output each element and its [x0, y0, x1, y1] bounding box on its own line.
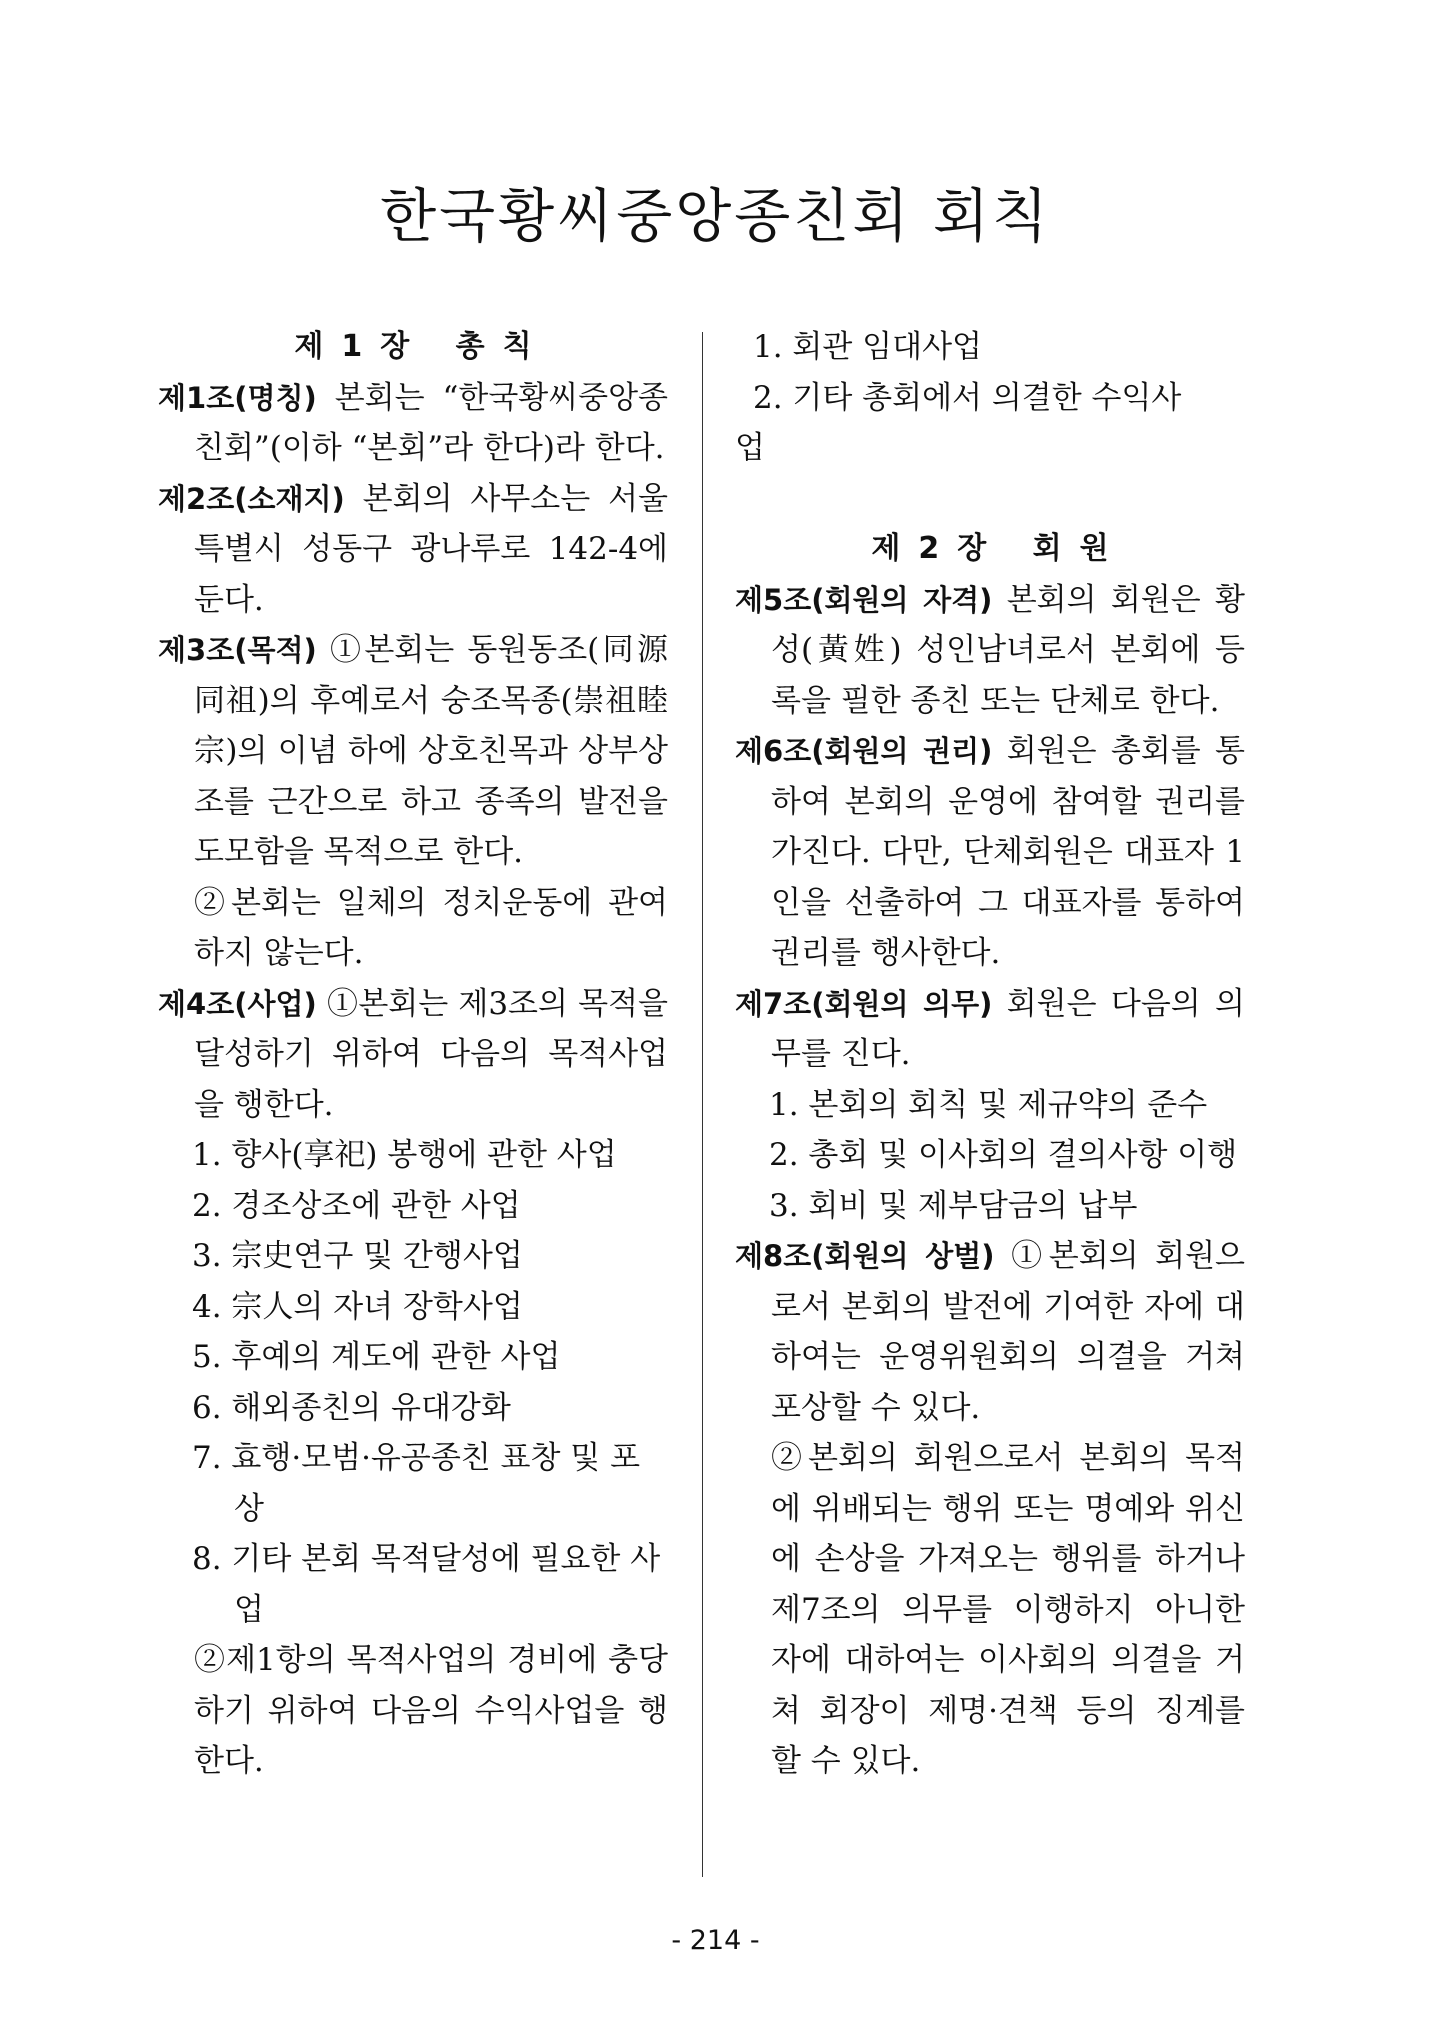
- chapter-2-heading: [735, 524, 1245, 575]
- article-3-body: ①본회는 동원동조(同源同祖)의 후예로서 숭조목종(崇祖睦宗)의 이념 하에 상호친목과 상부상조를 근간으로 하고 종족의 발전을 도모함을 목적으로 한다.: [194, 632, 668, 870]
- chapter-2-label: 제2장 회: [871, 531, 1080, 566]
- article-8: [735, 1231, 1245, 1433]
- article-4-head: 제4조(사업): [158, 986, 317, 1021]
- list-item: 1. 향사(享祀) 봉행에 관한 사업: [192, 1137, 617, 1173]
- chapter-1-label: 제1장 총: [294, 329, 503, 364]
- left-column: [158, 322, 668, 1787]
- article-3: [158, 625, 668, 878]
- list-item: 6. 해외종친의 유대강화: [192, 1389, 511, 1426]
- chapter-2-label-end: 원: [1079, 531, 1109, 566]
- article-2-head: 제2조(소재지): [158, 481, 345, 516]
- article-5-head: 제5조(회원의 자격): [735, 582, 993, 617]
- article-4-paragraph-2: ②제1항의 목적사업의 경비에 충당하기 위하여 다음의 수익사업을 행한다.: [194, 1642, 668, 1779]
- article-1-body: 본회는 “한국황씨중앙종친회”(이하 “본회”라 한다)라 한다.: [194, 379, 668, 466]
- article-7-head: 제7조(회원의 의무): [735, 986, 993, 1021]
- list-item: 2. 경조상조에 관한 사업: [192, 1187, 521, 1224]
- article-1-head: 제1조(명칭): [158, 380, 317, 415]
- list-item-continuation: 업: [735, 430, 765, 466]
- article-5-body: 본회의 회원은 황성(黃姓) 성인남녀로서 본회에 등록을 필한 종친 또는 단체로 한다.: [771, 581, 1245, 719]
- list-item: 3. 회비 및 제부담금의 납부: [769, 1187, 1138, 1224]
- list-item: 5. 후예의 계도에 관한 사업: [192, 1339, 561, 1375]
- page-number: - 214 -: [671, 1925, 760, 1956]
- article-3-paragraph-2: ②본회는 일체의 정치운동에 관여하지 않는다.: [194, 884, 668, 971]
- article-8-head: 제8조(회원의 상벌): [735, 1239, 995, 1273]
- chapter-1-heading: [158, 322, 668, 373]
- article-4: [158, 979, 668, 1131]
- list-item: 7. 효행·모범·유공종친 표창 및 포상: [192, 1440, 641, 1527]
- article-6-head: 제6조(회원의 권리): [735, 734, 993, 768]
- list-item: 4. 宗人의 자녀 장학사업: [192, 1288, 523, 1325]
- article-7-body: 회원은 다음의 의무를 진다.: [771, 985, 1245, 1072]
- list-item: 3. 宗史연구 및 간행사업: [192, 1238, 523, 1274]
- list-item: 1. 회관 임대사업: [753, 329, 982, 365]
- chapter-1-label-end: 칙: [502, 329, 532, 364]
- article-3-head: 제3조(목적): [158, 633, 317, 667]
- right-column: [735, 322, 1245, 1787]
- list-item: 2. 총회 및 이사회의 결의사항 이행: [769, 1137, 1238, 1173]
- list-item: 1. 본회의 회칙 및 제규약의 준수: [769, 1086, 1208, 1123]
- article-7: [735, 979, 1245, 1080]
- article-4-body: ①본회는 제3조의 목적을 달성하기 위하여 다음의 목적사업을 행한다.: [194, 985, 668, 1123]
- article-8-body: ①본회의 회원으로서 본회의 발전에 기여한 자에 대하여는 운영위원회의 의결을 거쳐 포상할 수 있다.: [771, 1238, 1245, 1426]
- article-2: [158, 474, 668, 626]
- article-6-body: 회원은 총회를 통하여 본회의 운영에 참여할 권리를 가진다. 다만, 단체회원은 대표자 1인을 선출하여 그 대표자를 통하여 권리를 행사한다.: [771, 733, 1245, 971]
- article-8-paragraph-2: ②본회의 회원으로서 본회의 목적에 위배되는 행위 또는 명예와 위신에 손상을 가져오는 행위를 하거나 제7조의 의무를 이행하지 아니한 자에 대하여는 이사회의 의결을 거쳐 회장이 제명·견책 등의 징계를 할 수 있다.: [771, 1440, 1245, 1779]
- document-title: 한국황씨중앙종친회 회칙: [380, 182, 1051, 250]
- column-divider: [702, 332, 703, 1877]
- article-1: [158, 373, 668, 474]
- article-2-body: 본회의 사무소는 서울특별시 성동구 광나루로 142-4에 둔다.: [194, 480, 668, 618]
- article-6: [735, 726, 1245, 979]
- list-item: 8. 기타 본회 목적달성에 필요한 사업: [192, 1541, 661, 1628]
- list-item: 2. 기타 총회에서 의결한 수익사: [753, 379, 1182, 416]
- article-5: [735, 575, 1245, 727]
